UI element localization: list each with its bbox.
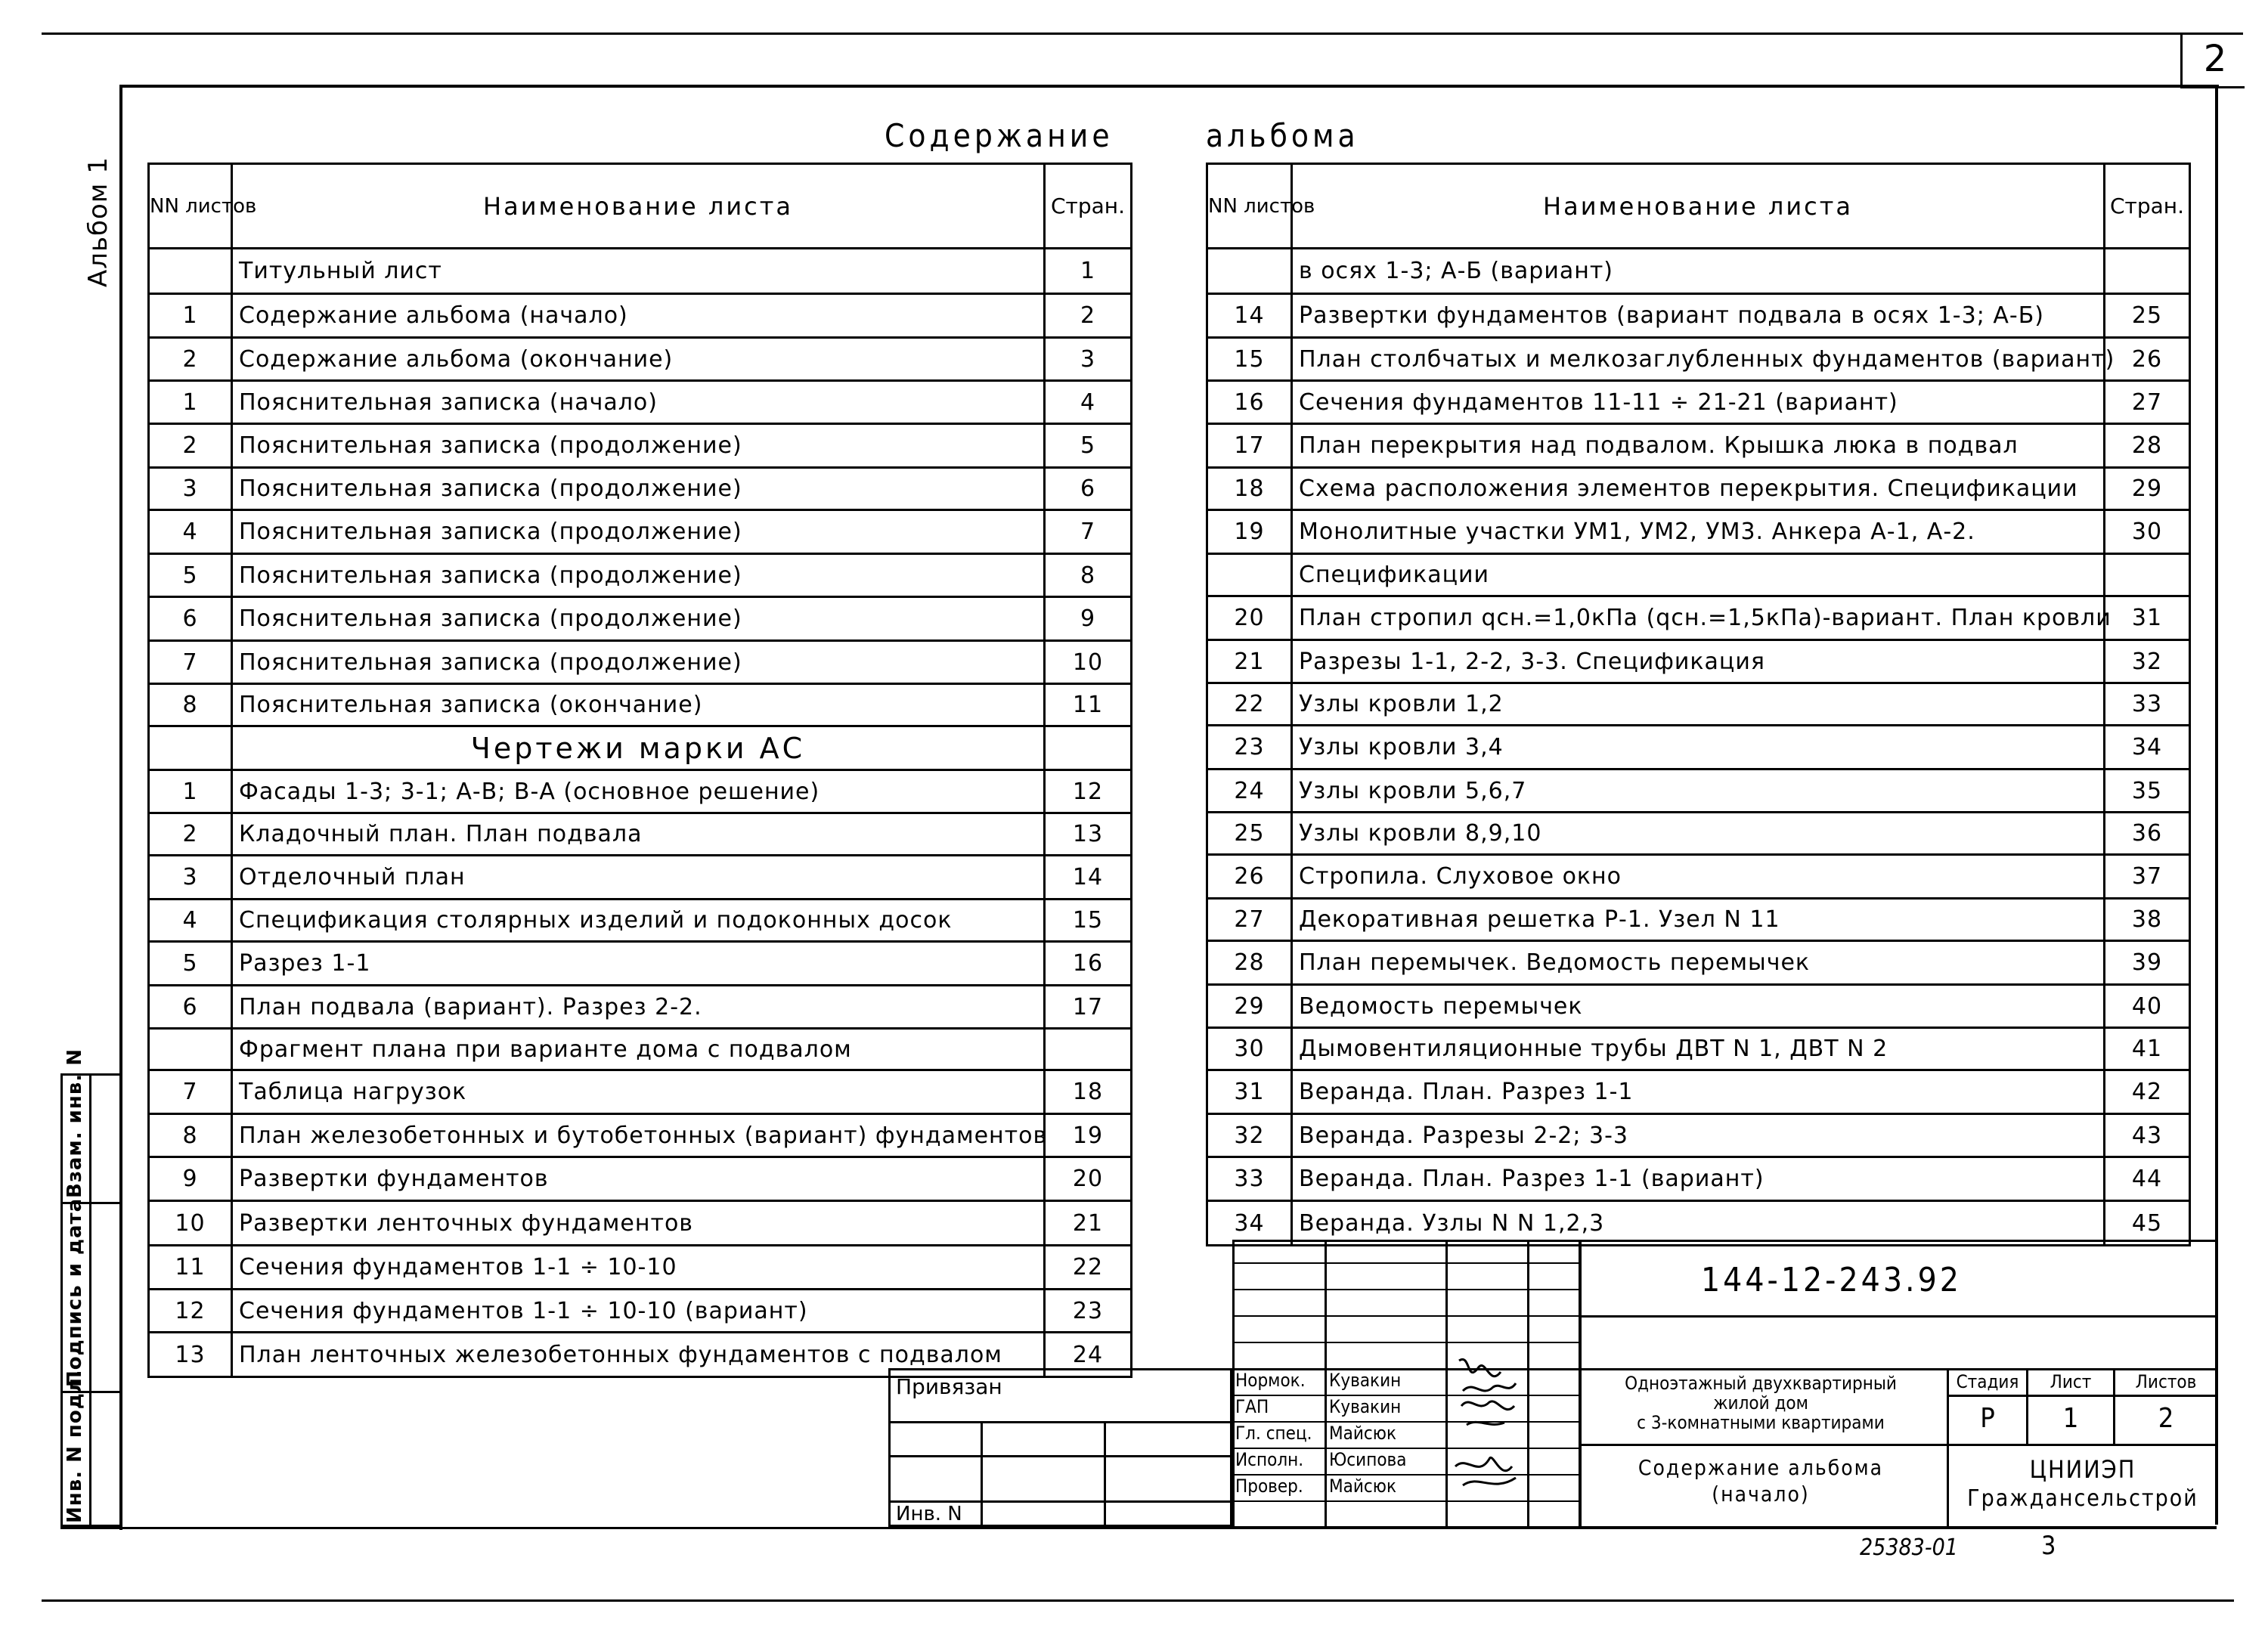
row-number: 6	[149, 597, 232, 641]
table-row	[1207, 468, 2190, 510]
tb-row-4	[1232, 1342, 1580, 1343]
row-number: 26	[1207, 855, 1292, 899]
row-name: Пояснительная записка (продолжение)	[232, 424, 1045, 468]
row-number: 32	[1207, 1114, 1292, 1157]
table-row	[1207, 1070, 2190, 1114]
frame-top-line	[42, 33, 2243, 35]
row-number: 34	[1207, 1201, 1292, 1246]
row-name: Узлы кровли 8,9,10	[1292, 813, 2105, 855]
row-name: Веранда. План. Разрез 1-1 (вариант)	[1292, 1157, 2105, 1201]
row-name: Пояснительная записка (окончание)	[232, 684, 1045, 726]
row-name: Веранда. Узлы N N 1,2,3	[1292, 1201, 2105, 1246]
row-name: Веранда. План. Разрез 1-1	[1292, 1070, 2105, 1114]
tb-desc-row	[1579, 1444, 2217, 1446]
table-row	[1207, 1114, 2190, 1157]
row-number: 23	[1207, 726, 1292, 770]
row-name: План перекрытия над подвалом. Крышка люка в подвал	[1292, 424, 2105, 468]
tb-col-3	[1527, 1240, 1529, 1527]
row-name: Узлы кровли 1,2	[1292, 683, 2105, 726]
row-number: 17	[1207, 424, 1292, 468]
name-glspec: Майсюк	[1329, 1423, 1396, 1444]
row-page: 41	[2105, 1028, 2190, 1070]
row-number: 8	[149, 1114, 232, 1157]
row-number	[149, 726, 232, 770]
row-name: Схема расположения элементов перекрытия. Спецификации	[1292, 468, 2105, 510]
table-row	[149, 424, 1132, 468]
row-number: 18	[1207, 468, 1292, 510]
table-row	[149, 641, 1132, 684]
row-number: 21	[1207, 640, 1292, 683]
row-name: Разрезы 1-1, 2-2, 3-3. Спецификация	[1292, 640, 2105, 683]
row-page: 32	[2105, 640, 2190, 683]
table-row	[149, 1290, 1132, 1333]
row-name: Содержание альбома (окончание)	[232, 338, 1045, 381]
row-name: Ведомость перемычек	[1292, 985, 2105, 1028]
row-number: 30	[1207, 1028, 1292, 1070]
name-prover: Майсюк	[1329, 1476, 1396, 1497]
row-name: Титульный лист	[232, 249, 1045, 294]
side-stamp-signature-date: Подпись и дата	[64, 1197, 86, 1387]
table-row	[149, 856, 1132, 900]
row-page: 5	[1045, 424, 1132, 468]
sheet-value: 1	[2062, 1403, 2079, 1434]
table-row	[1207, 855, 2190, 899]
table-row	[149, 1070, 1132, 1114]
sheet-label: Лист	[2050, 1371, 2092, 1392]
row-page: 26	[2105, 338, 2190, 381]
table-row	[149, 468, 1132, 510]
signatures-graphic	[1448, 1353, 1527, 1504]
side-stamp-vzam-inv: Взам. инв. N	[64, 1048, 86, 1198]
row-number	[1207, 554, 1292, 596]
row-page: 15	[1045, 900, 1132, 942]
tb-code-row-2	[1579, 1368, 2217, 1370]
table-row	[149, 510, 1132, 554]
table-row	[1207, 338, 2190, 381]
privyazan-label: Привязан	[896, 1374, 1002, 1399]
row-number: 33	[1207, 1157, 1292, 1201]
row-name: Пояснительная записка (начало)	[232, 381, 1045, 424]
row-number: 22	[1207, 683, 1292, 726]
privyazan-row-line-2	[888, 1455, 1232, 1457]
row-number	[149, 249, 232, 294]
row-page: 22	[1045, 1246, 1132, 1290]
row-number: 10	[149, 1201, 232, 1246]
table-row	[1207, 554, 2190, 596]
table-row	[149, 770, 1132, 813]
table-row	[1207, 941, 2190, 985]
frame-bottom-line	[42, 1599, 2234, 1602]
table-row	[1207, 381, 2190, 424]
table-row	[149, 942, 1132, 986]
side-stamp-inv-podl: Инв. N подл.	[64, 1369, 86, 1523]
row-number: 6	[149, 986, 232, 1029]
row-name: Узлы кровли 3,4	[1292, 726, 2105, 770]
row-page: 3	[1045, 338, 1132, 381]
table-row	[149, 381, 1132, 424]
row-page: 14	[1045, 856, 1132, 900]
row-name: Развертки ленточных фундаментов	[232, 1201, 1045, 1246]
header-name: Наименование листа	[1292, 164, 2105, 249]
name-gap: Кувакин	[1329, 1396, 1402, 1417]
row-number: 20	[1207, 596, 1292, 640]
row-page: 2	[1045, 294, 1132, 338]
row-number: 13	[149, 1333, 232, 1377]
table-row	[149, 813, 1132, 856]
table-row	[1207, 424, 2190, 468]
row-number: 25	[1207, 813, 1292, 855]
row-page: 6	[1045, 468, 1132, 510]
row-number: 2	[149, 424, 232, 468]
role-normok: Нормок.	[1235, 1370, 1306, 1391]
footer-number: 3	[2041, 1531, 2056, 1561]
row-number: 2	[149, 338, 232, 381]
row-page: 11	[1045, 684, 1132, 726]
stage-value: Р	[1980, 1403, 1995, 1434]
row-page: 36	[2105, 813, 2190, 855]
contents-table-left	[147, 163, 1132, 1378]
row-number: 27	[1207, 899, 1292, 941]
row-number: 12	[149, 1290, 232, 1333]
tb-row-3	[1232, 1315, 1580, 1317]
section-heading: Чертежи марки АС	[232, 726, 1045, 770]
row-page: 33	[2105, 683, 2190, 726]
row-page: 35	[2105, 770, 2190, 813]
privyazan-row-line-1	[888, 1421, 1232, 1423]
header-nn: NN листов	[1207, 164, 1292, 249]
row-page: 12	[1045, 770, 1132, 813]
row-number	[1207, 249, 1292, 294]
row-name: Пояснительная записка (продолжение)	[232, 597, 1045, 641]
row-number: 31	[1207, 1070, 1292, 1114]
table-row	[1207, 510, 2190, 554]
table-row	[149, 1157, 1132, 1201]
row-number: 11	[149, 1246, 232, 1290]
org-line-2: Граждансельстрой	[1967, 1485, 2198, 1512]
row-number: 16	[1207, 381, 1292, 424]
row-page: 25	[2105, 294, 2190, 338]
row-name: Веранда. Разрезы 2-2; 3-3	[1292, 1114, 2105, 1157]
row-name: Декоративная решетка Р-1. Узел N 11	[1292, 899, 2105, 941]
inner-frame-left	[119, 85, 122, 1530]
table-row	[149, 900, 1132, 942]
row-page: 39	[2105, 941, 2190, 985]
project-line-1: Одноэтажный двухквартирный	[1625, 1373, 1897, 1394]
sheets-value: 2	[2158, 1403, 2174, 1434]
row-name: Сечения фундаментов 1-1 ÷ 10-10 (вариант)	[232, 1290, 1045, 1333]
row-name: Пояснительная записка (продолжение)	[232, 468, 1045, 510]
inv-n-label: Инв. N	[896, 1503, 962, 1525]
row-name: Развертки фундаментов (вариант подвала в осях 1-3; А-Б)	[1292, 294, 2105, 338]
header-name: Наименование листа	[232, 164, 1045, 249]
sheet-title-line-2: (начало)	[1712, 1482, 1810, 1506]
tb-stage-row	[1947, 1395, 2217, 1397]
footer-code: 25383-01	[1860, 1534, 1958, 1561]
row-number: 4	[149, 900, 232, 942]
row-name: Сечения фундаментов 11-11 ÷ 21-21 (вариант)	[1292, 381, 2105, 424]
table-row	[149, 338, 1132, 381]
row-number: 5	[149, 554, 232, 597]
tb-col-4	[1579, 1240, 1582, 1527]
row-page	[2105, 554, 2190, 596]
table-row	[1207, 1028, 2190, 1070]
row-name: Сечения фундаментов 1-1 ÷ 10-10	[232, 1246, 1045, 1290]
row-name: Таблица нагрузок	[232, 1070, 1045, 1114]
row-page: 37	[2105, 855, 2190, 899]
row-name: План подвала (вариант). Разрез 2-2.	[232, 986, 1045, 1029]
row-page: 17	[1045, 986, 1132, 1029]
row-page: 34	[2105, 726, 2190, 770]
row-name: Кладочный план. План подвала	[232, 813, 1045, 856]
row-page: 8	[1045, 554, 1132, 597]
table-row	[1207, 899, 2190, 941]
side-stamp-divider	[89, 1073, 91, 1527]
row-number: 19	[1207, 510, 1292, 554]
row-number: 4	[149, 510, 232, 554]
role-glspec: Гл. спец.	[1235, 1423, 1312, 1444]
table-row	[1207, 770, 2190, 813]
row-page: 10	[1045, 641, 1132, 684]
row-page: 16	[1045, 942, 1132, 986]
row-page: 28	[2105, 424, 2190, 468]
row-page: 44	[2105, 1157, 2190, 1201]
tb-row-6	[1232, 1395, 1580, 1396]
table-row	[149, 294, 1132, 338]
page-number: 2	[2203, 38, 2227, 80]
row-name: План стропил qсн.=1,0кПа (qсн.=1,5кПа)-вариант. План кровли	[1292, 596, 2105, 640]
row-name: Фасады 1-3; 3-1; А-В; В-А (основное решение)	[232, 770, 1045, 813]
row-number: 24	[1207, 770, 1292, 813]
row-number: 7	[149, 641, 232, 684]
row-page: 24	[1045, 1333, 1132, 1377]
row-name: План перемычек. Ведомость перемычек	[1292, 941, 2105, 985]
row-number	[149, 1029, 232, 1070]
table-row	[1207, 294, 2190, 338]
row-number: 5	[149, 942, 232, 986]
table-row	[149, 684, 1132, 726]
row-page: 9	[1045, 597, 1132, 641]
row-page: 23	[1045, 1290, 1132, 1333]
row-page: 45	[2105, 1201, 2190, 1246]
row-number: 28	[1207, 941, 1292, 985]
row-number: 29	[1207, 985, 1292, 1028]
row-page: 19	[1045, 1114, 1132, 1157]
row-page: 27	[2105, 381, 2190, 424]
sheets-label: Листов	[2135, 1371, 2197, 1392]
table-row	[149, 554, 1132, 597]
row-number: 14	[1207, 294, 1292, 338]
row-page: 42	[2105, 1070, 2190, 1114]
row-name: План ленточных железобетонных фундаментов с подвалом	[232, 1333, 1045, 1377]
title-right: альбома	[1206, 117, 1359, 154]
row-page: 29	[2105, 468, 2190, 510]
row-page	[1045, 726, 1132, 770]
table-row	[149, 726, 1132, 770]
row-name: Пояснительная записка (продолжение)	[232, 510, 1045, 554]
row-page: 7	[1045, 510, 1132, 554]
row-page: 38	[2105, 899, 2190, 941]
row-page: 30	[2105, 510, 2190, 554]
row-page: 40	[2105, 985, 2190, 1028]
row-number: 9	[149, 1157, 232, 1201]
row-name: Пояснительная записка (продолжение)	[232, 554, 1045, 597]
tb-col-1	[1325, 1240, 1327, 1527]
row-name: Спецификации	[1292, 554, 2105, 596]
row-page: 31	[2105, 596, 2190, 640]
contents-table-right	[1206, 163, 2191, 1246]
row-name: Развертки фундаментов	[232, 1157, 1045, 1201]
row-name: Монолитные участки УМ1, УМ2, УМ3. Анкера А-1, А-2.	[1292, 510, 2105, 554]
row-number: 3	[149, 856, 232, 900]
row-page: 4	[1045, 381, 1132, 424]
table-row	[1207, 683, 2190, 726]
table-row	[149, 986, 1132, 1029]
org-line-1: ЦНИИЭП	[2029, 1455, 2136, 1484]
row-name: Пояснительная записка (продолжение)	[232, 641, 1045, 684]
name-normok: Кувакин	[1329, 1370, 1402, 1391]
row-name: План столбчатых и мелкозаглубленных фундаментов (вариант)	[1292, 338, 2105, 381]
header-nn: NN листов	[149, 164, 232, 249]
row-number: 1	[149, 770, 232, 813]
row-name: Разрез 1-1	[232, 942, 1045, 986]
name-ispoln: Юсипова	[1329, 1449, 1407, 1470]
project-line-2: жилой дом	[1713, 1392, 1808, 1414]
privyazan-col-line-1	[981, 1421, 983, 1527]
tb-code-row-1	[1579, 1315, 2217, 1318]
album-label: Альбом 1	[83, 156, 113, 287]
table-row	[149, 1201, 1132, 1246]
row-page	[2105, 249, 2190, 294]
row-page	[1045, 1029, 1132, 1070]
table-row	[149, 1114, 1132, 1157]
row-name: в осях 1-3; А-Б (вариант)	[1292, 249, 2105, 294]
row-page: 21	[1045, 1201, 1132, 1246]
tb-row-2	[1232, 1289, 1580, 1290]
title-left: Содержание	[885, 117, 1114, 154]
inner-frame-top	[121, 85, 2219, 88]
table-row	[149, 597, 1132, 641]
tb-row-10	[1232, 1500, 1580, 1502]
stage-label: Стадия	[1956, 1371, 2019, 1392]
row-name: Дымовентиляционные трубы ДВТ N 1, ДВТ N 2	[1292, 1028, 2105, 1070]
tb-row-1	[1232, 1262, 1580, 1264]
table-row	[1207, 596, 2190, 640]
row-number: 3	[149, 468, 232, 510]
row-name: Содержание альбома (начало)	[232, 294, 1045, 338]
role-prover: Провер.	[1235, 1476, 1303, 1497]
table-row	[1207, 1201, 2190, 1246]
row-name: Стропила. Слуховое окно	[1292, 855, 2105, 899]
row-page: 13	[1045, 813, 1132, 856]
project-line-3: с 3-комнатными квартирами	[1637, 1412, 1885, 1433]
privyazan-col-line-2	[1104, 1421, 1106, 1527]
row-page: 20	[1045, 1157, 1132, 1201]
row-page: 1	[1045, 249, 1132, 294]
row-name: Узлы кровли 5,6,7	[1292, 770, 2105, 813]
row-name: Спецификация столярных изделий и подоконных досок	[232, 900, 1045, 942]
row-number: 1	[149, 294, 232, 338]
table-row	[1207, 1157, 2190, 1201]
row-number: 15	[1207, 338, 1292, 381]
row-name: План железобетонных и бутобетонных (вариант) фундаментов	[232, 1114, 1045, 1157]
row-page: 43	[2105, 1114, 2190, 1157]
row-number: 1	[149, 381, 232, 424]
header-page: Стран.	[1045, 164, 1132, 249]
row-name: Фрагмент плана при варианте дома с подвалом	[232, 1029, 1045, 1070]
row-name: Отделочный план	[232, 856, 1045, 900]
row-number: 2	[149, 813, 232, 856]
table-row	[1207, 985, 2190, 1028]
table-row	[149, 249, 1132, 294]
table-row	[149, 1029, 1132, 1070]
sheet-title-line-1: Содержание альбома	[1637, 1455, 1884, 1480]
doc-code: 144-12-243.92	[1701, 1261, 1962, 1299]
header-page: Стран.	[2105, 164, 2190, 249]
row-number: 8	[149, 684, 232, 726]
row-page: 18	[1045, 1070, 1132, 1114]
table-row	[149, 1246, 1132, 1290]
row-number: 7	[149, 1070, 232, 1114]
table-row	[1207, 813, 2190, 855]
role-ispoln: Исполн.	[1235, 1449, 1304, 1470]
table-row	[1207, 640, 2190, 683]
table-row	[1207, 726, 2190, 770]
table-row	[1207, 249, 2190, 294]
role-gap: ГАП	[1235, 1396, 1269, 1417]
